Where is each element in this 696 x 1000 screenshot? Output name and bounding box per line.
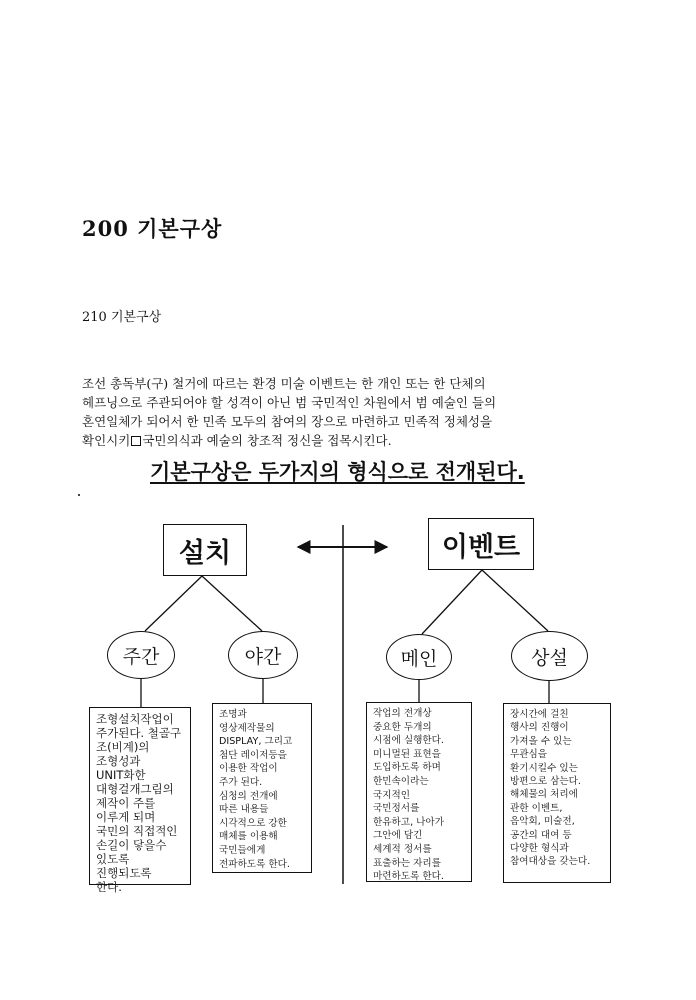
description-line: 방편으로 삼는다. — [510, 776, 581, 788]
description-line: 음악회, 미술전, — [510, 816, 575, 828]
headline: 기본구상은 두가지의 형식으로 전개된다. — [150, 460, 525, 484]
permanent-oval: 상설 — [511, 631, 588, 681]
connector-line — [202, 576, 262, 631]
intro-line-start: 확인시키 — [82, 433, 131, 448]
description-line: 관한 이벤트, — [510, 802, 563, 814]
intro-line-end: 국민의식과 예술의 창조적 정신을 접목시킨다. — [142, 433, 392, 448]
description-line: 작업의 전개상 — [373, 708, 432, 719]
description-line: 국지적인 — [373, 789, 411, 801]
description-line: 손길이 닿을수 — [96, 838, 167, 852]
description-line: 무관심을 — [510, 749, 548, 761]
description-line: 시각적으로 강한 — [219, 817, 287, 829]
description-line: 한유하고, 나아가 — [373, 816, 444, 828]
description-line: 심청의 전개에 — [219, 790, 278, 802]
description-line: 제작이 주를 — [96, 796, 156, 810]
description-line: 참여대상을 갖는다. — [510, 856, 591, 868]
event-box: 이벤트 — [428, 518, 534, 570]
description-line: 해체물의 처리에 — [510, 789, 578, 801]
main-event-description-box — [366, 702, 472, 882]
daytime-description-box — [89, 707, 191, 894]
nighttime-oval: 야간 — [228, 631, 298, 679]
description-line: 표출하는 자리를 — [373, 857, 441, 869]
description-line: 한다. — [96, 880, 122, 894]
description-line: 그안에 담긴 — [373, 830, 423, 842]
description-line: 매체를 이용해 — [219, 831, 278, 843]
connector-line — [482, 570, 548, 631]
description-line: 장시간에 걸친 — [510, 709, 569, 720]
description-line: 진행되도록 — [96, 866, 152, 880]
description-line: 첨단 레이저등을 — [219, 749, 287, 761]
connector-line — [145, 576, 202, 631]
description-line: 시점에 실행한다. — [373, 735, 444, 747]
description-line: 영상제작물의 — [219, 722, 275, 734]
description-line: 이루게 되며 — [96, 810, 156, 824]
description-line: 한민속이라는 — [373, 775, 429, 787]
permanent-event-description-box — [503, 703, 611, 883]
nighttime-description-box — [212, 703, 312, 873]
description-line: 주가 된다. — [219, 776, 263, 788]
installation-box: 설치 — [163, 524, 247, 576]
description-line: 국민의 직접적인 — [96, 824, 178, 838]
description-line: 조(비계)의 — [96, 740, 150, 754]
description-line: 있도록 — [96, 852, 130, 866]
description-line: 미니멀된 표현을 — [373, 748, 441, 760]
description-line: 마련하도록 한다. — [373, 871, 444, 883]
description-line: 국민정서를 — [373, 803, 420, 815]
description-line: 가져올 수 있는 — [510, 735, 572, 747]
description-line: 따른 내용들 — [219, 804, 269, 816]
description-line: DISPLAY, 그리고 — [219, 736, 293, 748]
description-line: 행사의 진행이 — [510, 722, 569, 734]
intro-line: 조선 총독부(구) 철거에 따르는 환경 미술 이벤트는 한 개인 또는 한 단체의 — [82, 376, 486, 391]
description-line: 환기시킬수 있는 — [510, 762, 578, 774]
connector-line — [422, 570, 482, 634]
description-line: 주가된다. 철골구 — [96, 726, 182, 740]
description-line: 중요한 두개의 — [373, 721, 432, 733]
main-oval: 메인 — [386, 634, 452, 680]
description-line: 조명과 — [219, 709, 247, 720]
description-line: 조형설치작업이 — [96, 712, 174, 726]
description-line: 대형걸개그림의 — [96, 782, 174, 796]
description-line: 공간의 대여 등 — [510, 829, 572, 841]
subsection-title: 210 기본구상 — [82, 310, 162, 325]
daytime-oval: 주간 — [107, 631, 175, 679]
intro-line: 헤프닝으로 주관되어야 할 성격이 아닌 범 국민적인 차원에서 범 예술인 들의 — [82, 395, 497, 410]
description-line: 다양한 형식과 — [510, 843, 569, 855]
description-line: 세계적 정서를 — [373, 843, 432, 855]
description-line: UNIT화한 — [96, 768, 146, 782]
description-line: 국민들에게 — [219, 844, 266, 856]
description-line: 전파하도록 한다. — [219, 858, 290, 870]
description-line: 도입하도록 하며 — [373, 762, 441, 774]
description-line: 조형성과 — [96, 754, 141, 768]
intro-line: 혼연일체가 되어서 한 민족 모두의 참여의 장으로 마련하고 민족적 정체성을 — [82, 414, 493, 429]
section-title: 200 기본구상 — [82, 216, 223, 241]
description-line: 이용한 작업이 — [219, 763, 278, 775]
